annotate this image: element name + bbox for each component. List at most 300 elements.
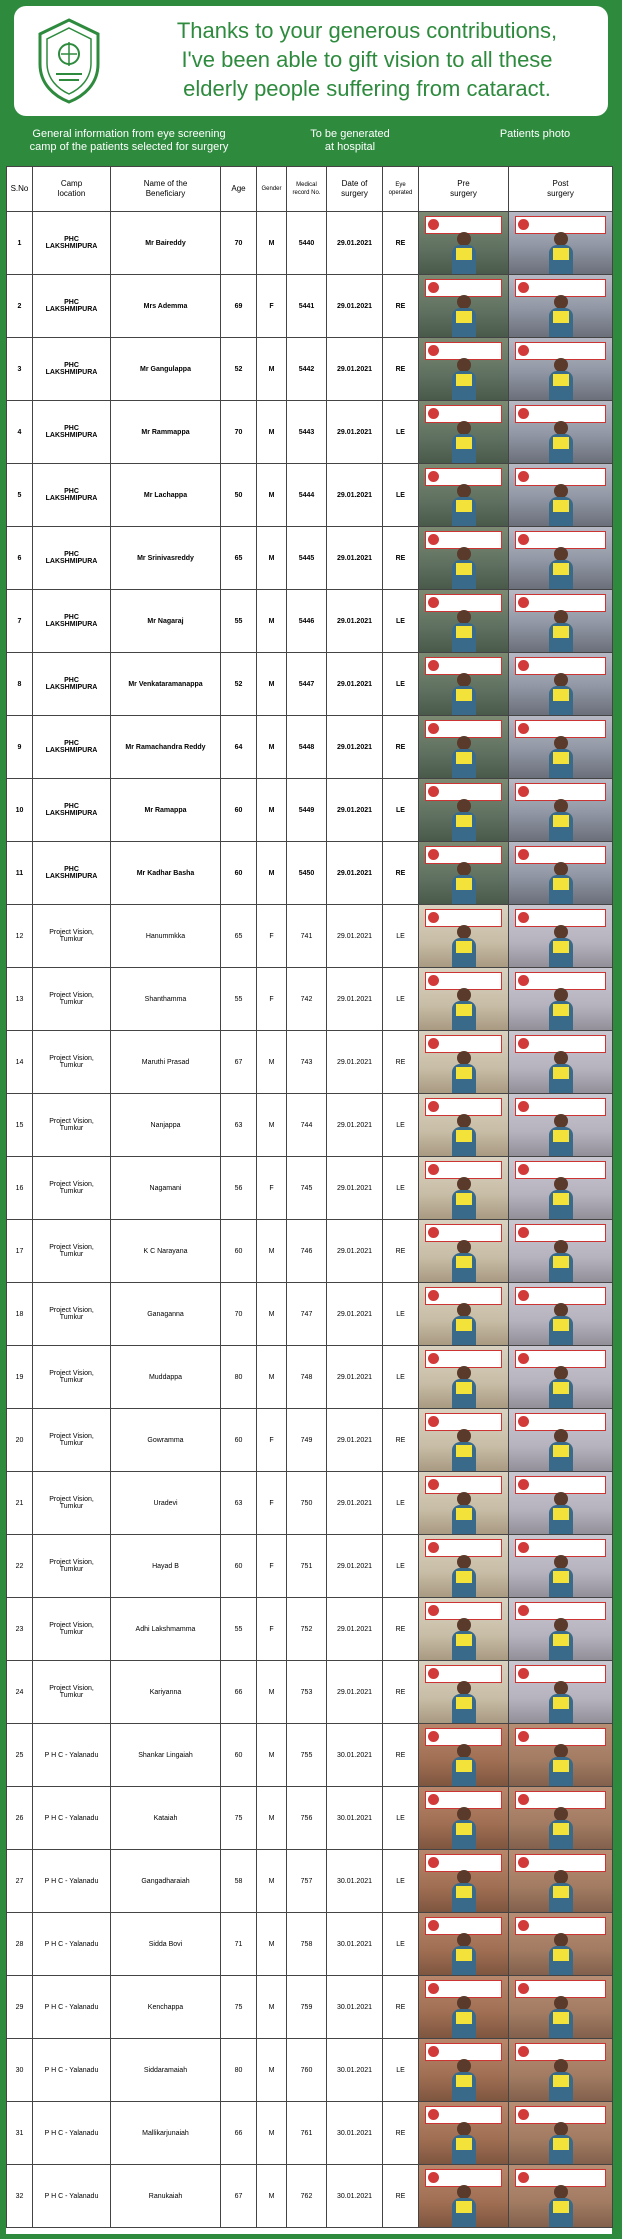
cell-camp [33, 1976, 111, 2039]
camp-line: LAKSHMIPURA [45, 495, 98, 502]
cell-name: Muddappa [111, 1346, 221, 1409]
photo-person [554, 1744, 568, 1758]
cell-sno: 27 [7, 1850, 33, 1913]
cell-gender: M [257, 1661, 287, 1724]
pre-surgery-photo [419, 2165, 508, 2227]
cell-post-photo [509, 2102, 613, 2165]
camp-line: Tumkur [59, 936, 84, 943]
cell-gender: F [257, 275, 287, 338]
photo-person [554, 1051, 568, 1065]
table-row [7, 1913, 613, 1976]
photo-card [456, 1004, 472, 1016]
photo-person [457, 1996, 471, 2010]
table-row [7, 779, 613, 842]
cell-pre-photo [419, 968, 509, 1031]
cell-post-photo [509, 590, 613, 653]
photo-card [553, 626, 569, 638]
cell-eye: LE [383, 1157, 419, 1220]
photo-card [553, 1193, 569, 1205]
table-row [7, 1976, 613, 2039]
cell-sno: 20 [7, 1409, 33, 1472]
col-header-mrn [287, 167, 327, 212]
cell-name: Mallikarjunaiah [111, 2102, 221, 2165]
col-header-gender: Gender [257, 167, 287, 212]
cell-pre-photo [419, 779, 509, 842]
cell-age: 60 [221, 1409, 257, 1472]
table-row [7, 464, 613, 527]
pre-surgery-photo [419, 842, 508, 904]
camp-line: PHC [64, 740, 79, 747]
cell-sno: 21 [7, 1472, 33, 1535]
cell-age: 80 [221, 1346, 257, 1409]
photo-person [554, 1429, 568, 1443]
table-row [7, 905, 613, 968]
cell-age: 66 [221, 2102, 257, 2165]
photo-card [456, 1571, 472, 1583]
photo-card [553, 1256, 569, 1268]
cell-pre-photo [419, 1598, 509, 1661]
cell-age: 56 [221, 1157, 257, 1220]
cell-gender: M [257, 1283, 287, 1346]
cell-age: 60 [221, 1724, 257, 1787]
cell-age: 55 [221, 590, 257, 653]
photo-card [456, 1193, 472, 1205]
photo-card [553, 1130, 569, 1142]
cell-age: 58 [221, 1850, 257, 1913]
cell-date: 29.01.2021 [327, 968, 383, 1031]
cell-eye: LE [383, 590, 419, 653]
table-row [7, 1031, 613, 1094]
post-surgery-photo [509, 1598, 612, 1660]
cell-mrn: 752 [287, 1598, 327, 1661]
table-row [7, 212, 613, 275]
camp-line: LAKSHMIPURA [45, 369, 98, 376]
cell-date: 30.01.2021 [327, 1850, 383, 1913]
pre-surgery-photo [419, 212, 508, 274]
cell-gender: M [257, 2102, 287, 2165]
post-surgery-photo [509, 1535, 612, 1597]
cell-name: Nanjappa [111, 1094, 221, 1157]
cell-post-photo [509, 1724, 613, 1787]
photo-card [553, 2075, 569, 2087]
camp-line: Project Vision, [49, 1496, 94, 1503]
camp-line: PHC [64, 299, 79, 306]
cell-age: 66 [221, 1661, 257, 1724]
cell-date: 29.01.2021 [327, 653, 383, 716]
cell-date: 29.01.2021 [327, 275, 383, 338]
cell-age: 50 [221, 464, 257, 527]
photo-card [553, 248, 569, 260]
camp-line: LAKSHMIPURA [45, 432, 98, 439]
photo-card [553, 1760, 569, 1772]
photo-person [554, 862, 568, 876]
photo-person [554, 1807, 568, 1821]
photo-person [457, 1933, 471, 1947]
cell-date: 29.01.2021 [327, 527, 383, 590]
cell-name: Mr Venkataramanappa [111, 653, 221, 716]
cell-mrn: 750 [287, 1472, 327, 1535]
table-row [7, 1472, 613, 1535]
cell-post-photo [509, 1976, 613, 2039]
cell-eye: LE [383, 905, 419, 968]
photo-person [457, 1492, 471, 1506]
cell-sno: 23 [7, 1598, 33, 1661]
header-line: record No. [292, 190, 321, 196]
cell-name: Siddaramaiah [111, 2039, 221, 2102]
camp-line: Tumkur [59, 1440, 84, 1447]
table-row [7, 653, 613, 716]
camp-line: Project Vision, [49, 1307, 94, 1314]
cell-post-photo [509, 212, 613, 275]
cell-gender: M [257, 464, 287, 527]
cell-pre-photo [419, 212, 509, 275]
photo-person [554, 484, 568, 498]
cell-age: 70 [221, 212, 257, 275]
cell-date: 29.01.2021 [327, 1598, 383, 1661]
cell-eye: RE [383, 842, 419, 905]
camp-line: LAKSHMIPURA [45, 810, 98, 817]
cell-pre-photo [419, 1409, 509, 1472]
cell-camp [33, 1913, 111, 1976]
pre-surgery-photo [419, 653, 508, 715]
cell-sno: 7 [7, 590, 33, 653]
cell-pre-photo [419, 1157, 509, 1220]
cell-eye: LE [383, 968, 419, 1031]
camp-line: PHC [64, 488, 79, 495]
post-surgery-photo [509, 1472, 612, 1534]
photo-person [554, 925, 568, 939]
photo-card [553, 689, 569, 701]
camp-line: Project Vision, [49, 1118, 94, 1125]
photo-person [457, 673, 471, 687]
cell-pre-photo [419, 1472, 509, 1535]
photo-card [553, 563, 569, 575]
pre-surgery-photo [419, 275, 508, 337]
camp-line: Tumkur [59, 1629, 84, 1636]
photo-person [457, 925, 471, 939]
cell-camp [33, 1661, 111, 1724]
table-row [7, 968, 613, 1031]
cell-mrn: 761 [287, 2102, 327, 2165]
cell-mrn: 749 [287, 1409, 327, 1472]
post-surgery-photo [509, 1850, 612, 1912]
photo-person [457, 1555, 471, 1569]
cell-date: 29.01.2021 [327, 1157, 383, 1220]
photo-person [554, 1366, 568, 1380]
cell-gender: M [257, 653, 287, 716]
cell-pre-photo [419, 401, 509, 464]
cell-post-photo [509, 1094, 613, 1157]
cell-mrn: 5443 [287, 401, 327, 464]
header-line: surgery [547, 189, 574, 198]
cell-camp [33, 905, 111, 968]
subhead-line: To be generated [310, 128, 390, 140]
cell-age: 67 [221, 2165, 257, 2228]
cell-date: 30.01.2021 [327, 1913, 383, 1976]
cell-name: Mr Gangulappa [111, 338, 221, 401]
cell-mrn: 741 [287, 905, 327, 968]
cell-gender: F [257, 1535, 287, 1598]
cell-sno: 16 [7, 1157, 33, 1220]
post-surgery-photo [509, 2165, 612, 2227]
pre-surgery-photo [419, 1787, 508, 1849]
photo-card [456, 815, 472, 827]
cell-eye: LE [383, 1346, 419, 1409]
cell-mrn: 5440 [287, 212, 327, 275]
cell-age: 69 [221, 275, 257, 338]
cell-post-photo [509, 1346, 613, 1409]
cell-post-photo [509, 1787, 613, 1850]
cell-name: Mr Srinivasreddy [111, 527, 221, 590]
photo-card [553, 374, 569, 386]
cell-date: 29.01.2021 [327, 464, 383, 527]
cell-mrn: 5449 [287, 779, 327, 842]
camp-line: P H C - Yalanadu [44, 1877, 99, 1885]
photo-card [456, 437, 472, 449]
pre-surgery-photo [419, 1472, 508, 1534]
cell-age: 52 [221, 338, 257, 401]
post-surgery-photo [509, 1661, 612, 1723]
photo-card [456, 689, 472, 701]
cell-name: Mr Ramappa [111, 779, 221, 842]
photo-card [553, 1949, 569, 1961]
photo-card [553, 437, 569, 449]
cell-age: 55 [221, 1598, 257, 1661]
camp-line: Project Vision, [49, 1181, 94, 1188]
header-line: Post [552, 179, 569, 188]
cell-pre-photo [419, 1661, 509, 1724]
header-line: surgery [341, 189, 368, 198]
post-surgery-photo [509, 1787, 612, 1849]
post-surgery-photo [509, 1157, 612, 1219]
cell-mrn: 5448 [287, 716, 327, 779]
cell-pre-photo [419, 1913, 509, 1976]
cell-gender: M [257, 1346, 287, 1409]
photo-card [553, 1067, 569, 1079]
cell-age: 75 [221, 1787, 257, 1850]
pre-surgery-photo [419, 1598, 508, 1660]
photo-person [554, 1114, 568, 1128]
cell-eye: LE [383, 1283, 419, 1346]
cell-camp [33, 1346, 111, 1409]
cell-sno: 10 [7, 779, 33, 842]
photo-person [457, 1618, 471, 1632]
cell-eye: LE [383, 401, 419, 464]
cell-name: Adhi Lakshmamma [111, 1598, 221, 1661]
cell-name: Mr Baireddy [111, 212, 221, 275]
cell-mrn: 757 [287, 1850, 327, 1913]
cell-mrn: 745 [287, 1157, 327, 1220]
cell-mrn: 746 [287, 1220, 327, 1283]
photo-person [554, 421, 568, 435]
photo-person [457, 799, 471, 813]
cell-age: 60 [221, 1220, 257, 1283]
table-row [7, 1220, 613, 1283]
cell-date: 30.01.2021 [327, 2039, 383, 2102]
cell-camp [33, 842, 111, 905]
pre-surgery-photo [419, 716, 508, 778]
photo-person [457, 862, 471, 876]
pre-surgery-photo [419, 2039, 508, 2101]
pre-surgery-photo [419, 590, 508, 652]
post-surgery-photo [509, 779, 612, 841]
photo-person [457, 1051, 471, 1065]
cell-post-photo [509, 1157, 613, 1220]
cell-date: 30.01.2021 [327, 1787, 383, 1850]
photo-card [456, 1382, 472, 1394]
cell-sno: 31 [7, 2102, 33, 2165]
cell-name: Ranukaiah [111, 2165, 221, 2228]
cell-mrn: 758 [287, 1913, 327, 1976]
header-card [14, 6, 608, 116]
photo-person [457, 1366, 471, 1380]
photo-person [457, 484, 471, 498]
pre-surgery-photo [419, 779, 508, 841]
table-row [7, 1409, 613, 1472]
cell-camp [33, 401, 111, 464]
cell-sno: 1 [7, 212, 33, 275]
camp-line: PHC [64, 614, 79, 621]
col-header-date [327, 167, 383, 212]
cell-camp [33, 275, 111, 338]
photo-person [554, 673, 568, 687]
cell-eye: RE [383, 1724, 419, 1787]
camp-line: Tumkur [59, 1692, 84, 1699]
cell-camp [33, 2165, 111, 2228]
cell-mrn: 760 [287, 2039, 327, 2102]
cell-mrn: 5444 [287, 464, 327, 527]
table-row [7, 1094, 613, 1157]
photo-card [456, 1130, 472, 1142]
photo-person [457, 1807, 471, 1821]
photo-person [554, 547, 568, 561]
cell-post-photo [509, 779, 613, 842]
photo-person [457, 1681, 471, 1695]
cell-sno: 11 [7, 842, 33, 905]
cell-pre-photo [419, 464, 509, 527]
cell-camp [33, 1598, 111, 1661]
photo-person [554, 1303, 568, 1317]
cell-mrn: 5446 [287, 590, 327, 653]
post-surgery-photo [509, 1913, 612, 1975]
col-header-eye [383, 167, 419, 212]
cell-date: 29.01.2021 [327, 1283, 383, 1346]
cell-gender: F [257, 905, 287, 968]
cell-mrn: 5450 [287, 842, 327, 905]
table-row [7, 401, 613, 464]
camp-line: Tumkur [59, 1062, 84, 1069]
photo-person [457, 358, 471, 372]
header-line: Beneficiary [145, 189, 186, 198]
cell-camp [33, 2102, 111, 2165]
cell-name: Uradevi [111, 1472, 221, 1535]
photo-card [456, 752, 472, 764]
cell-pre-photo [419, 2165, 509, 2228]
cell-eye: RE [383, 1661, 419, 1724]
photo-person [554, 1870, 568, 1884]
camp-line: LAKSHMIPURA [45, 747, 98, 754]
cell-gender: M [257, 1850, 287, 1913]
cell-name: Hanummkka [111, 905, 221, 968]
table-row [7, 2165, 613, 2228]
headline [132, 16, 602, 103]
post-surgery-photo [509, 1031, 612, 1093]
cell-pre-photo [419, 653, 509, 716]
cell-gender: M [257, 1976, 287, 2039]
cell-camp [33, 653, 111, 716]
pre-surgery-photo [419, 1661, 508, 1723]
cell-name: Mr Ramachandra Reddy [111, 716, 221, 779]
photo-card [456, 563, 472, 575]
cell-date: 29.01.2021 [327, 905, 383, 968]
cell-eye: RE [383, 275, 419, 338]
photo-card [553, 1886, 569, 1898]
photo-card [456, 311, 472, 323]
camp-line: Project Vision, [49, 1622, 94, 1629]
cell-post-photo [509, 716, 613, 779]
cell-post-photo [509, 1850, 613, 1913]
cell-eye: RE [383, 716, 419, 779]
post-surgery-photo [509, 212, 612, 274]
cell-gender: M [257, 716, 287, 779]
cell-camp [33, 1472, 111, 1535]
table-row [7, 1850, 613, 1913]
cell-eye: LE [383, 1472, 419, 1535]
photo-card [456, 878, 472, 890]
table-row [7, 1787, 613, 1850]
cell-post-photo [509, 1409, 613, 1472]
cell-gender: M [257, 527, 287, 590]
photo-person [457, 988, 471, 1002]
cell-mrn: 5447 [287, 653, 327, 716]
cell-pre-photo [419, 1850, 509, 1913]
photo-card [553, 1004, 569, 1016]
cell-post-photo [509, 1661, 613, 1724]
cell-pre-photo [419, 1724, 509, 1787]
cell-name: Shankar Lingaiah [111, 1724, 221, 1787]
cell-sno: 14 [7, 1031, 33, 1094]
camp-line: Project Vision, [49, 929, 94, 936]
cell-pre-photo [419, 1535, 509, 1598]
photo-person [457, 1303, 471, 1317]
photo-person [457, 1429, 471, 1443]
pre-surgery-photo [419, 1031, 508, 1093]
camp-line: Project Vision, [49, 1244, 94, 1251]
photo-card [553, 1634, 569, 1646]
cell-gender: M [257, 212, 287, 275]
cell-sno: 28 [7, 1913, 33, 1976]
post-surgery-photo [509, 905, 612, 967]
camp-line: PHC [64, 803, 79, 810]
photo-person [457, 2185, 471, 2199]
cell-age: 80 [221, 2039, 257, 2102]
cell-gender: F [257, 1598, 287, 1661]
cell-pre-photo [419, 1787, 509, 1850]
post-surgery-photo [509, 1409, 612, 1471]
camp-line: LAKSHMIPURA [45, 558, 98, 565]
pre-surgery-photo [419, 968, 508, 1030]
cell-eye: RE [383, 212, 419, 275]
camp-line: LAKSHMIPURA [45, 621, 98, 628]
post-surgery-photo [509, 2102, 612, 2164]
photo-card [456, 374, 472, 386]
pre-surgery-photo [419, 401, 508, 463]
photo-person [554, 1933, 568, 1947]
cell-gender: F [257, 1157, 287, 1220]
cell-gender: M [257, 779, 287, 842]
col-header-age: Age [221, 167, 257, 212]
photo-person [554, 1996, 568, 2010]
